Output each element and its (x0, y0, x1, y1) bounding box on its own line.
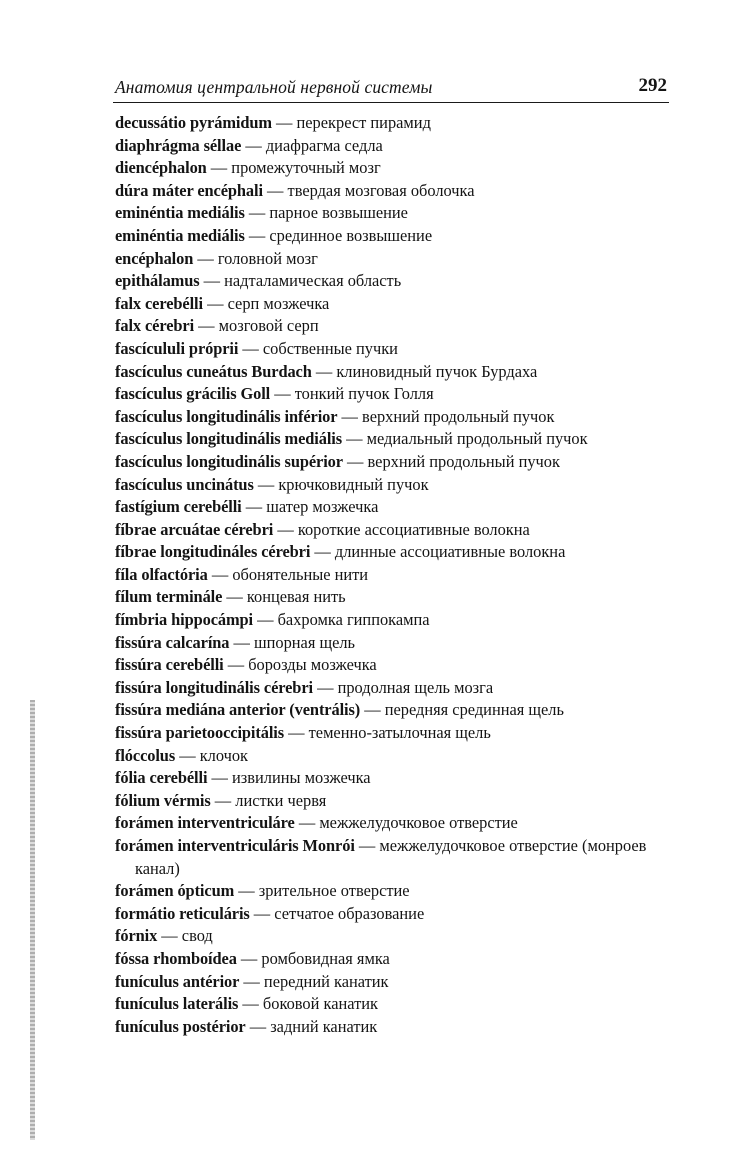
entry-separator: — (222, 587, 247, 607)
russian-translation: шпорная щель (253, 632, 356, 652)
russian-translation: головной мозг (217, 248, 318, 268)
glossary-entry (115, 202, 671, 225)
latin-term: funículus laterális (115, 994, 239, 1014)
entry-separator: — (342, 429, 367, 449)
entry-separator: — (175, 745, 200, 765)
glossary-entry (115, 812, 671, 835)
entry-separator: — (294, 813, 320, 833)
glossary-entry (115, 654, 671, 677)
latin-term: fascículus longitudinális supérior (115, 451, 343, 471)
russian-translation: верхний продольный пучок (367, 451, 560, 471)
russian-translation: передний канатик (263, 971, 389, 991)
glossary-entry (115, 1016, 671, 1039)
entry-separator: — (273, 519, 298, 539)
glossary-entry (115, 112, 671, 135)
entry-separator: — (271, 113, 297, 132)
russian-translation: листки червя (235, 790, 327, 810)
entry-separator: — (194, 316, 219, 336)
russian-translation: собственные пучки (262, 338, 398, 358)
entry-separator: — (223, 655, 249, 675)
latin-term: forámen ópticum (115, 881, 235, 901)
russian-translation: верхний продольный пучок (362, 406, 555, 426)
entry-separator: — (207, 564, 233, 584)
glossary-entry (115, 609, 671, 632)
binding-edge-shadow (30, 700, 35, 1140)
glossary-entry (115, 971, 671, 994)
russian-translation: шатер мозжечка (266, 497, 379, 517)
glossary-entry (115, 383, 671, 406)
russian-translation: извилины мозжечка (232, 768, 371, 788)
latin-term: eminéntia mediális (115, 225, 245, 245)
entry-separator: — (157, 926, 182, 946)
russian-translation: длинные ассоциативные волокна (334, 542, 566, 562)
latin-term: diaphrágma séllae (115, 135, 242, 155)
glossary-entry (115, 225, 671, 248)
latin-term: fascículus grácilis Goll (115, 384, 271, 404)
running-header (113, 74, 669, 103)
latin-term: fílum terminále (115, 587, 223, 607)
glossary-entry (115, 790, 671, 813)
latin-term: decussátio pyrámidum (115, 113, 272, 132)
latin-term: formátio reticuláris (115, 903, 250, 923)
entry-separator: — (206, 158, 232, 178)
entry-separator: — (210, 790, 236, 810)
russian-translation: бахромка гиппокампа (277, 610, 430, 630)
russian-translation: крючковидный пучок (278, 474, 429, 494)
russian-translation: боковой канатик (262, 994, 378, 1014)
latin-term: fissúra calcarína (115, 632, 230, 652)
latin-term: eminéntia mediális (115, 203, 245, 223)
russian-translation: зрительное отверстие (258, 881, 410, 901)
glossary-entry (115, 586, 671, 609)
glossary-entry (115, 270, 671, 293)
russian-translation: перекрест пирамид (296, 113, 431, 132)
latin-term: fascícululi próprii (115, 338, 239, 358)
russian-translation: свод (181, 926, 213, 946)
latin-term: fíla olfactória (115, 564, 208, 584)
entry-separator: — (241, 135, 266, 155)
entry-separator: — (244, 203, 270, 223)
latin-term: fascículus cuneátus Burdach (115, 361, 312, 381)
russian-translation: сетчатое образование (274, 903, 425, 923)
entry-separator: — (236, 948, 262, 968)
glossary-entry (115, 428, 671, 451)
russian-translation: клочок (199, 745, 249, 765)
entry-separator: — (311, 361, 337, 381)
russian-translation: промежуточный мозг (231, 158, 381, 178)
glossary-entry (115, 948, 671, 971)
glossary-entry (115, 157, 671, 180)
latin-term: fíbrae longitudináles cérebri (115, 542, 311, 562)
russian-translation: межжелудочковое отверстие (монроев канал) (135, 836, 647, 878)
latin-term: fastígium cerebélli (115, 497, 242, 517)
entry-separator: — (253, 474, 279, 494)
glossary-entry (115, 925, 671, 948)
glossary-entry (115, 293, 671, 316)
entry-separator: — (244, 225, 270, 245)
entry-separator: — (354, 836, 380, 855)
entry-separator: — (238, 338, 263, 358)
entry-separator: — (337, 406, 363, 426)
entry-separator: — (270, 384, 295, 404)
glossary-entry (115, 835, 671, 880)
russian-translation: ромбовидная ямка (261, 948, 390, 968)
russian-translation: короткие ассоциативные волокна (297, 519, 530, 539)
glossary-entry (115, 248, 671, 271)
latin-term: encéphalon (115, 248, 194, 268)
latin-term: fólium vérmis (115, 790, 211, 810)
latin-term: fissúra parietooccipitális (115, 723, 285, 743)
glossary-entry (115, 135, 671, 158)
glossary-entry (115, 677, 671, 700)
latin-term: forámen interventriculáre (115, 813, 295, 833)
glossary-entry (115, 564, 671, 587)
entry-separator: — (245, 1016, 271, 1036)
russian-translation: передняя срединная щель (384, 700, 564, 720)
entry-separator: — (202, 293, 228, 313)
glossary-entry (115, 745, 671, 768)
glossary-entry (115, 338, 671, 361)
latin-term: fissúra longitudinális cérebri (115, 677, 313, 697)
glossary-entry (115, 451, 671, 474)
latin-term: fóssa rhomboídea (115, 948, 237, 968)
glossary-entry (115, 361, 671, 384)
latin-term: flóccolus (115, 745, 176, 765)
russian-translation: тонкий пучок Голля (294, 384, 434, 404)
entry-separator: — (262, 180, 288, 200)
entry-separator: — (238, 994, 263, 1014)
russian-translation: парное возвышение (269, 203, 408, 223)
russian-translation: твердая мозговая оболочка (287, 180, 475, 200)
glossary-entry (115, 496, 671, 519)
entry-separator: — (239, 971, 264, 991)
entry-separator: — (284, 723, 309, 743)
russian-translation: надталамическая область (224, 271, 402, 291)
russian-translation: межжелудочковое отверстие (319, 813, 518, 833)
glossary-entry (115, 767, 671, 790)
glossary-entry (115, 406, 671, 429)
latin-term: falx cerebélli (115, 293, 203, 313)
glossary-entry (115, 315, 671, 338)
glossary-entry (115, 632, 671, 655)
latin-term: forámen interventriculáris Monrói (115, 836, 355, 855)
russian-translation: серп мозжечка (227, 293, 330, 313)
russian-translation: мозговой серп (218, 316, 319, 336)
glossary-entry (115, 541, 671, 564)
entry-separator: — (229, 632, 254, 652)
latin-term: funículus postérior (115, 1016, 246, 1036)
entry-separator: — (207, 768, 233, 788)
russian-translation: срединное возвышение (269, 225, 433, 245)
entry-separator: — (342, 451, 368, 471)
entry-separator: — (253, 610, 278, 630)
russian-translation: задний канатик (270, 1016, 378, 1036)
latin-term: falx cérebri (115, 316, 195, 336)
glossary-entry (115, 993, 671, 1016)
latin-term: fascículus uncinátus (115, 474, 254, 494)
glossary-list (115, 112, 671, 1038)
russian-translation: теменно-затылочная щель (308, 723, 491, 743)
entry-separator: — (249, 903, 275, 923)
russian-translation: медиальный продольный пучок (366, 429, 588, 449)
russian-translation: обонятельные нити (232, 564, 369, 584)
russian-translation: борозды мозжечка (248, 655, 377, 675)
glossary-entry (115, 474, 671, 497)
glossary-entry (115, 880, 671, 903)
latin-term: fissúra cerebélli (115, 655, 224, 675)
glossary-entry (115, 903, 671, 926)
russian-translation: клиновидный пучок Бурдаха (336, 361, 538, 381)
entry-separator: — (310, 542, 335, 562)
russian-translation: продолная щель мозга (337, 677, 494, 697)
entry-separator: — (199, 271, 225, 291)
latin-term: fascículus longitudinális inférior (115, 406, 338, 426)
glossary-entry (115, 699, 671, 722)
latin-term: fissúra mediána anterior (ventrális) (115, 700, 361, 720)
entry-separator: — (360, 700, 385, 720)
entry-separator: — (241, 497, 267, 517)
latin-term: fólia cerebélli (115, 768, 208, 788)
russian-translation: диафрагма седла (265, 135, 383, 155)
page-number: 292 (638, 75, 667, 96)
entry-separator: — (312, 677, 338, 697)
running-title: Анатомия центральной нервной системы (115, 77, 433, 97)
glossary-entry (115, 519, 671, 542)
entry-separator: — (193, 248, 218, 268)
entry-separator: — (234, 881, 259, 901)
latin-term: fíbrae arcuátae cérebri (115, 519, 274, 539)
latin-term: epithálamus (115, 271, 200, 291)
russian-translation: концевая нить (246, 587, 346, 607)
glossary-entry (115, 180, 671, 203)
latin-term: diencéphalon (115, 158, 207, 178)
latin-term: fímbria hippocámpi (115, 610, 253, 630)
latin-term: dúra máter encéphali (115, 180, 263, 200)
latin-term: fascículus longitudinális mediális (115, 429, 343, 449)
glossary-entry (115, 722, 671, 745)
latin-term: fórnix (115, 926, 158, 946)
latin-term: funículus antérior (115, 971, 240, 991)
